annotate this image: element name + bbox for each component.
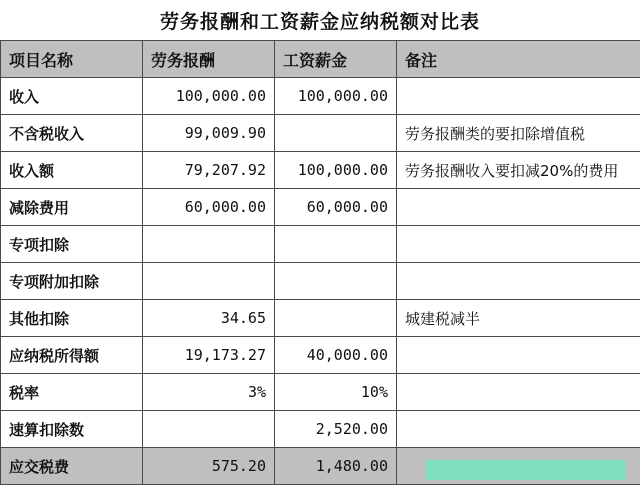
- labor-value: 79,207.92: [143, 152, 275, 189]
- note-cell: [397, 189, 640, 226]
- salary-value: [275, 263, 397, 300]
- note-cell: [397, 78, 640, 115]
- header-note: 备注: [397, 41, 640, 78]
- row-label: 收入: [1, 78, 143, 115]
- row-label: 不含税收入: [1, 115, 143, 152]
- table-row: [1, 411, 640, 448]
- table-row: [1, 152, 640, 189]
- labor-value: [143, 411, 275, 448]
- note-cell: 城建税减半: [397, 300, 640, 337]
- table-row: [1, 115, 640, 152]
- labor-value: 60,000.00: [143, 189, 275, 226]
- row-label: 速算扣除数: [1, 411, 143, 448]
- table-row: [1, 263, 640, 300]
- salary-value: 40,000.00: [275, 337, 397, 374]
- salary-value: 100,000.00: [275, 78, 397, 115]
- salary-value: 60,000.00: [275, 189, 397, 226]
- header-row: [1, 41, 640, 78]
- salary-value: [275, 300, 397, 337]
- row-label: 应交税费: [1, 448, 143, 485]
- note-cell: [397, 263, 640, 300]
- row-label: 专项扣除: [1, 226, 143, 263]
- table-row: [1, 337, 640, 374]
- table-row: [1, 189, 640, 226]
- table-title: 劳务报酬和工资薪金应纳税额对比表: [159, 10, 480, 33]
- salary-value: 100,000.00: [275, 152, 397, 189]
- note-cell: [397, 374, 640, 411]
- note-cell: 劳务报酬收入要扣减20%的费用: [397, 152, 640, 189]
- labor-value: 3%: [143, 374, 275, 411]
- labor-value: 19,173.27: [143, 337, 275, 374]
- row-label: 应纳税所得额: [1, 337, 143, 374]
- labor-value: 99,009.90: [143, 115, 275, 152]
- labor-value: [143, 263, 275, 300]
- salary-value: 10%: [275, 374, 397, 411]
- table-row: [1, 226, 640, 263]
- note-cell: [397, 337, 640, 374]
- note-cell: [397, 226, 640, 263]
- row-label: 减除费用: [1, 189, 143, 226]
- header-salary: 工资薪金: [275, 41, 397, 78]
- table-row: [1, 374, 640, 411]
- row-label: 税率: [1, 374, 143, 411]
- labor-value: 575.20: [143, 448, 275, 485]
- row-label: 其他扣除: [1, 300, 143, 337]
- salary-value: 1,480.00: [275, 448, 397, 485]
- header-item-name: 项目名称: [1, 41, 143, 78]
- row-label: 收入额: [1, 152, 143, 189]
- table-row: [1, 300, 640, 337]
- salary-value: 2,520.00: [275, 411, 397, 448]
- labor-value: [143, 226, 275, 263]
- row-label: 专项附加扣除: [1, 263, 143, 300]
- note-cell: [397, 411, 640, 448]
- labor-value: 34.65: [143, 300, 275, 337]
- table-row: [1, 78, 640, 115]
- highlight-bar: [426, 460, 626, 480]
- note-cell: 劳务报酬类的要扣除增值税: [397, 115, 640, 152]
- tax-comparison-table: [0, 40, 640, 485]
- salary-value: [275, 115, 397, 152]
- header-labor: 劳务报酬: [143, 41, 275, 78]
- labor-value: 100,000.00: [143, 78, 275, 115]
- salary-value: [275, 226, 397, 263]
